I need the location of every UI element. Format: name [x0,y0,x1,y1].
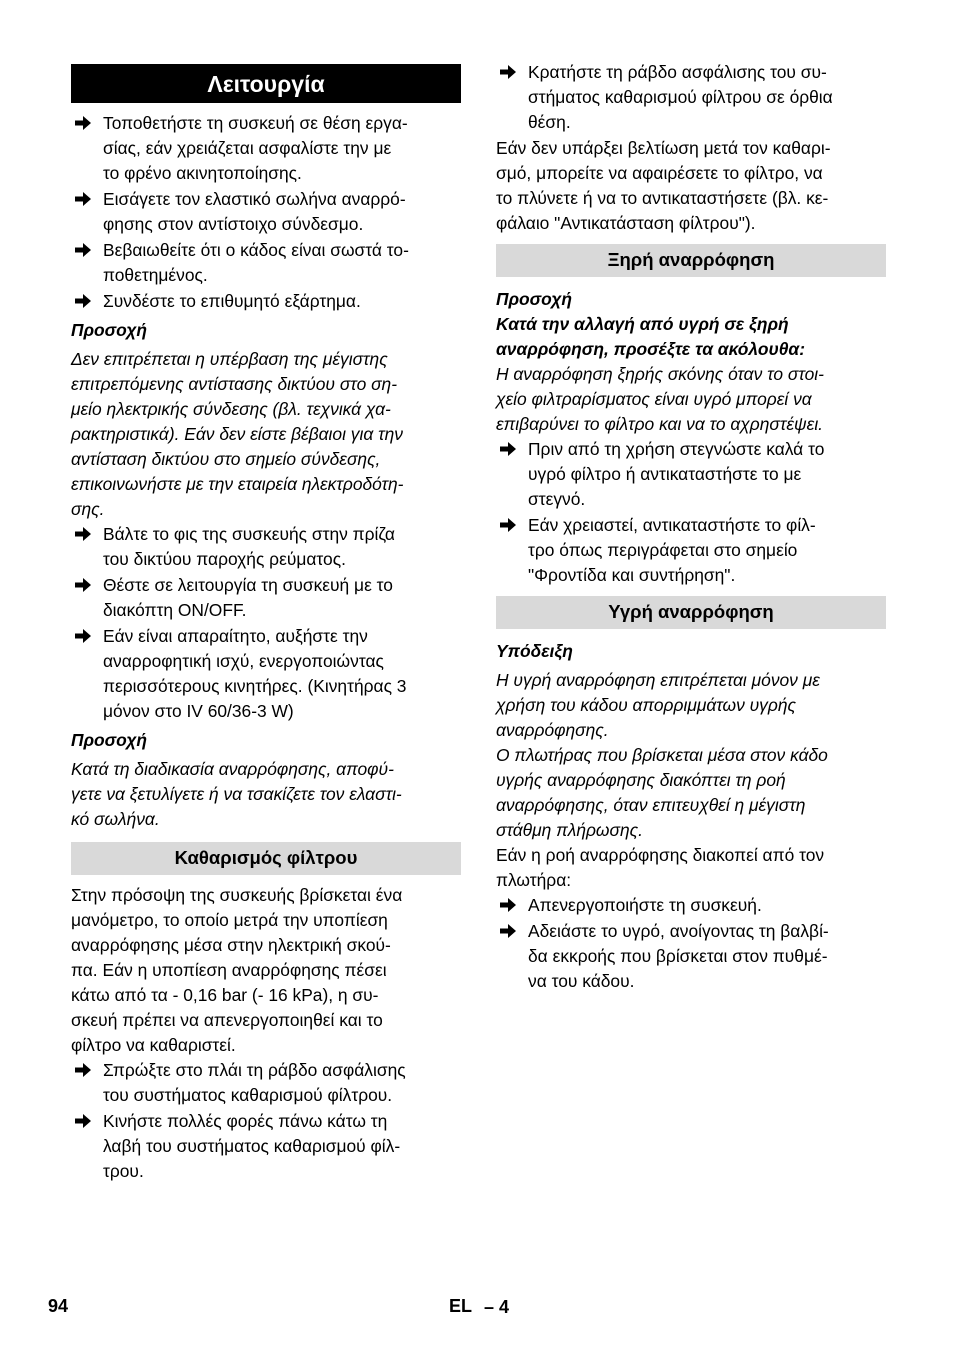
list-item [496,60,886,135]
language-code: EL [449,1296,473,1316]
step-list [71,1058,461,1184]
arrow-right-icon [75,192,91,206]
page-number: 94 [48,1296,69,1316]
section-heading-filter-cleaning: Καθαρισμός φίλτρου [71,842,461,875]
step-list [71,522,461,724]
float-paragraph: Εάν η ροή αναρρόφησης διακοπεί από τον πλωτήρα: [496,845,825,890]
step-text: Βάλτε το φις της συσκευής στην πρίζα του δικτύου παροχής ρεύματος. [103,524,395,569]
list-item [496,437,886,512]
step-list [496,893,886,994]
section-heading-operation: Λειτουργία [71,64,461,103]
arrow-right-icon [75,116,91,130]
section-page-marker: – 4 [484,1297,510,1317]
arrow-right-icon [75,629,91,643]
arrow-right-icon [75,294,91,308]
list-item [71,289,461,314]
list-item [496,893,886,918]
caution-label: Προσοχή [71,320,147,340]
arrow-right-icon [75,1114,91,1128]
list-item [71,1058,461,1108]
step-text: Συνδέστε το επιθυμητό εξάρτημα. [103,291,361,311]
list-item [71,573,461,623]
filter-description: Στην πρόσοψη της συσκευής βρίσκεται ένα μανόμετρο, το οποίο μετρά την υποπίεση αναρρόφησης μέσα στην ηλεκτρική σκού- πα. Εάν η υποπίεση αναρρόφησης πέσει κάτω από τα - 0,16 bar (- 16 kPa), η συ- σκευή πρέπει να απενεργοποιηθεί και το φίλτρο να καθαριστεί. [71,885,403,1055]
arrow-right-icon [500,924,516,938]
caution-text: Δεν επιτρέπεται η υπέρβαση της μέγιστης επιτρεπόμενης αντίστασης δικτύου στο ση- μείο ηλεκτρικής σύνδεσης (βλ. τεχνικά χα- ρακτηριστικά). Εάν δεν είστε βέβαιοι για την αντίσταση δικτύου στο σημείο σύνδεσης, επικοινωνήστε με την εταιρεία ηλεκτροδότη- σης. [71,349,404,519]
step-text: Απενεργοποιήστε τη συσκευή. [528,895,762,915]
list-item [71,111,461,186]
step-text: Εάν χρειαστεί, αντικαταστήστε το φίλ- τρο όπως περιγράφεται στο σημείο "Φροντίδα και συντήρηση". [528,515,816,585]
step-list [71,111,461,314]
list-item [71,522,461,572]
arrow-right-icon [500,518,516,532]
right-column [496,60,886,994]
step-text: Κινήστε πολλές φορές πάνω κάτω τη λαβή του συστήματος καθαρισμού φίλ- τρου. [103,1111,401,1181]
step-text: Βεβαιωθείτε ότι ο κάδος είναι σωστά το- ποθετημένος. [103,240,409,285]
step-text: Θέστε σε λειτουργία τη συσκευή με το διακόπτη ON/OFF. [103,575,393,620]
section-heading-wet-vacuuming: Υγρή αναρρόφηση [496,596,886,629]
arrow-right-icon [500,898,516,912]
list-item [496,919,886,994]
filter-replacement-note: Εάν δεν υπάρξει βελτίωση μετά τον καθαρι- σμό, μπορείτε να αφαιρέσετε το φίλτρο, να το πλύνετε ή να το αντικαταστήσετε (βλ. κε- φάλαιο "Αντικατάσταση φίλτρου"). [496,138,831,233]
arrow-right-icon [75,578,91,592]
note-text: Ο πλωτήρας που βρίσκεται μέσα στον κάδο υγρής αναρρόφησης διακόπτει τη ροή αναρρόφησης, όταν επιτευχθεί η μέγιστη στάθμη πλήρωσης. [496,745,828,840]
list-item [71,187,461,237]
step-text: Πριν από τη χρήση στεγνώστε καλά το υγρό φίλτρο ή αντικαταστήστε το με στεγνό. [528,439,825,509]
caution-label: Προσοχή [496,289,572,309]
list-item [71,1109,461,1184]
step-list [496,437,886,588]
step-text: Εισάγετε τον ελαστικό σωλήνα αναρρό- φησης στον αντίστοιχο σύνδεσμο. [103,189,406,234]
section-heading-dry-vacuuming: Ξηρή αναρρόφηση [496,244,886,277]
list-item [71,624,461,724]
step-text: Εάν είναι απαραίτητο, αυξήστε την αναρροφητική ισχύ, ενεργοποιώντας περισσότερους κινητήρες. (Κινητήρας 3 μόνον στο IV 60/36-3 W) [103,626,407,721]
list-item [496,513,886,588]
note-text: Η υγρή αναρρόφηση επιτρέπεται μόνον με χρήση του κάδου απορριμμάτων υγρής αναρρόφησης. [496,670,820,740]
caution-bold-text: Κατά την αλλαγή από υγρή σε ξηρή αναρρόφηση, προσέξτε τα ακόλουθα: [496,314,805,359]
step-text: Κρατήστε τη ράβδο ασφάλισης του συ- στήματος καθαρισμού φίλτρου σε όρθια θέση. [528,62,833,132]
arrow-right-icon [75,527,91,541]
note-label: Υπόδειξη [496,641,573,661]
arrow-right-icon [500,65,516,79]
caution-text: Η αναρρόφηση ξηρής σκόνης όταν το στοι- χείο φιλτραρίσματος είναι υγρό μπορεί να επιβαρύνει το φίλτρο και να το αχρηστέψει. [496,364,824,434]
arrow-right-icon [75,243,91,257]
arrow-right-icon [500,442,516,456]
caution-text: Κατά τη διαδικασία αναρρόφησης, αποφύ- γετε να ξετυλίγετε ή να τσακίζετε τον ελαστι- κό σωλήνα. [71,759,402,829]
left-column [71,60,461,1184]
step-text: Σπρώξτε στο πλάι τη ράβδο ασφάλισης του συστήματος καθαρισμού φίλτρου. [103,1060,406,1105]
caution-label: Προσοχή [71,730,147,750]
list-item [71,238,461,288]
step-text: Τοποθετήστε τη συσκευή σε θέση εργα- σίας, εάν χρειάζεται ασφαλίστε την με το φρένο ακινητοποίησης. [103,113,408,183]
arrow-right-icon [75,1063,91,1077]
step-text: Αδειάστε το υγρό, ανοίγοντας τη βαλβί- δα εκκροής που βρίσκεται στον πυθμέ- να του κάδου. [528,921,829,991]
